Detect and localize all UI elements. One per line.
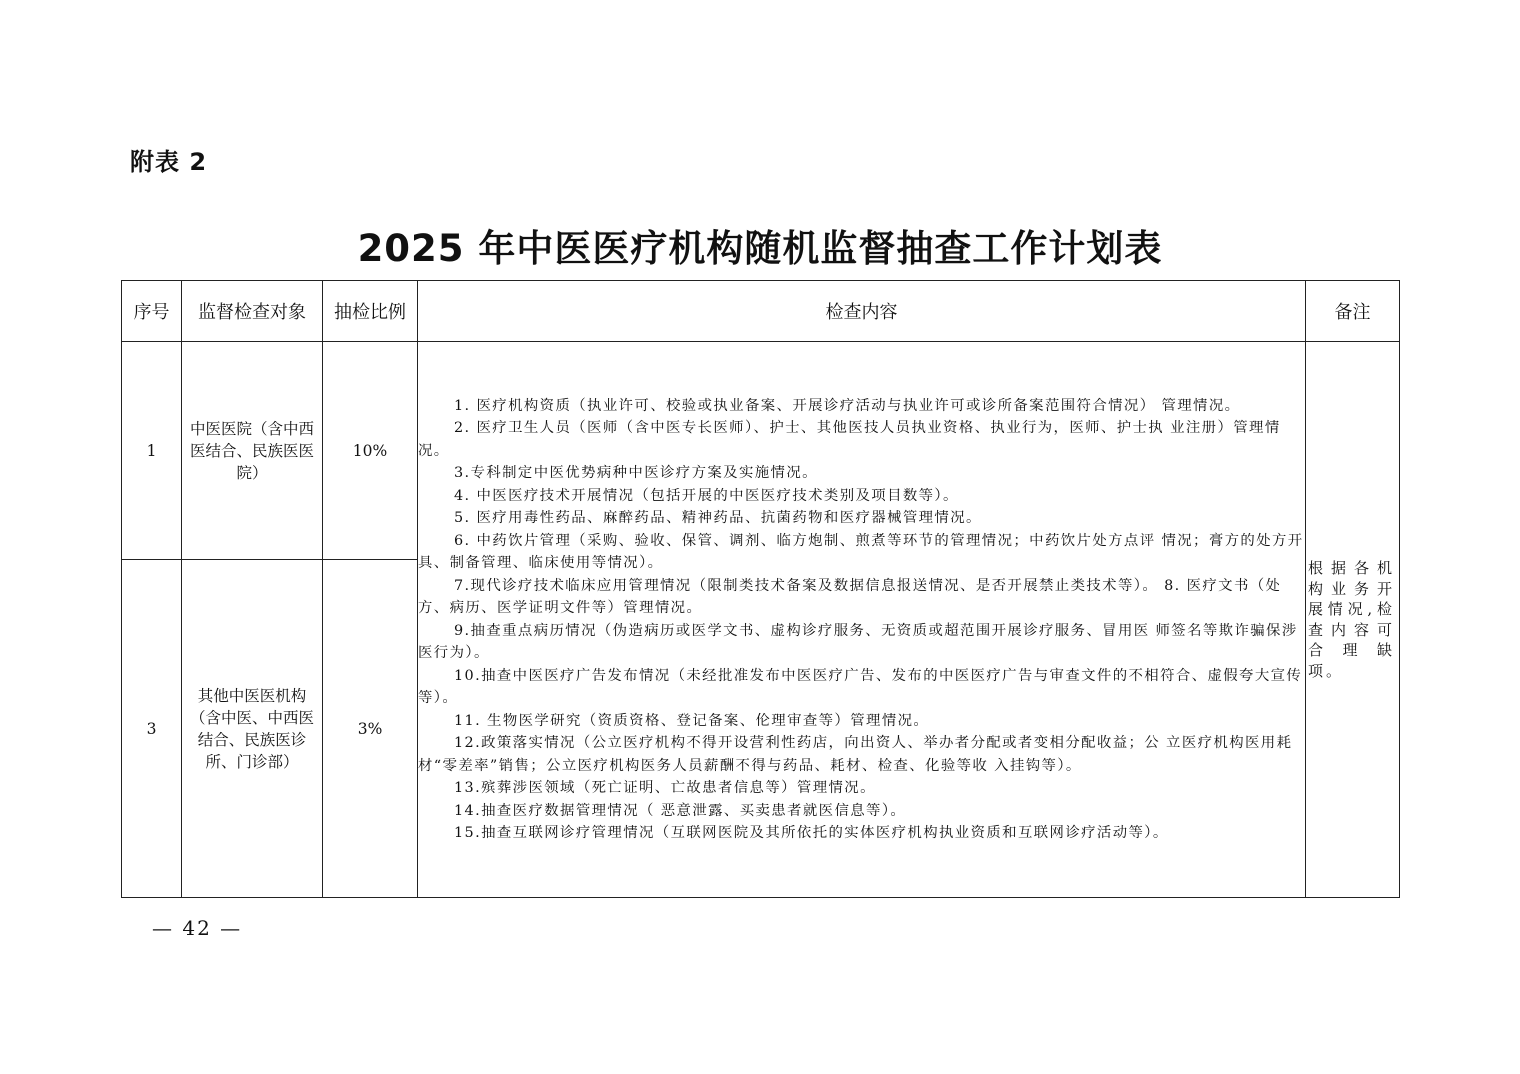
row-seq: 3	[122, 560, 182, 898]
content-item: 2. 医疗卫生人员（医师（含中医专长医师）、护士、其他医技人员执业资格、执业行为，医师、护士执 业注册）管理情况。	[418, 420, 1281, 459]
remark-text: 根据各机构业务开展情况,检查内容可合理缺项。	[1308, 559, 1395, 680]
row-object-cell	[182, 342, 323, 560]
content-item: 13.殡葬涉医领域（死亡证明、亡故患者信息等）管理情况。	[454, 780, 876, 796]
row-ratio: 10%	[323, 342, 418, 560]
header-seq: 序号	[122, 281, 182, 342]
remark-cell	[1306, 342, 1400, 898]
content-item: 7.现代诊疗技术临床应用管理情况（限制类技术备案及数据信息报送情况、是否开展禁止类技术等）。 8. 医疗文书（处方、病历、医学证明文件等）管理情况。	[418, 577, 1282, 616]
content-item: 10.抽查中医医疗广告发布情况（未经批准发布中医医疗广告、发布的中医医疗广告与审查文件的不相符合、虚假夸大宣传等）。	[418, 667, 1303, 706]
table-row	[122, 342, 1400, 560]
inspection-plan-table	[121, 280, 1400, 898]
table-header-row	[122, 281, 1400, 342]
content-item: 15.抽查互联网诊疗管理情况（互联网医院及其所依托的实体医疗机构执业资质和互联网诊疗活动等）。	[454, 825, 1169, 841]
row-object-cell	[182, 560, 323, 898]
content-item: 14.抽查医疗数据管理情况（ 恶意泄露、买卖患者就医信息等）。	[454, 802, 907, 819]
content-item: 6. 中药饮片管理（采购、验收、保管、调剂、临方炮制、煎煮等环节的管理情况；中药饮片处方点评 情况；膏方的处方开具、制备管理、临床使用等情况）。	[418, 532, 1304, 571]
header-content: 检查内容	[418, 281, 1306, 342]
content-item: 9.抽查重点病历情况（伪造病历或医学文书、虚构诊疗服务、无资质或超范围开展诊疗服务、冒用医 师签名等欺诈骗保涉医行为）。	[418, 622, 1298, 661]
content-item: 12.政策落实情况（公立医疗机构不得开设营利性药店，向出资人、举办者分配或者变相分配收益；公 立医疗机构医用耗材“零差率”销售；公立医疗机构医务人员薪酬不得与药品、耗材、检查、化验等收 入挂钩等）。	[418, 735, 1293, 774]
content-item: 3.专科制定中医优势病种中医诊疗方案及实施情况。	[454, 465, 818, 481]
page-number: — 42 —	[152, 916, 243, 940]
content-item: 4. 中医医疗技术开展情况（包括开展的中医医疗技术类别及项目数等）。	[454, 487, 959, 504]
attachment-label: 附表 2	[130, 148, 208, 176]
content-item: 5. 医疗用毒性药品、麻醉药品、精神药品、抗菌药物和医疗器械管理情况。	[454, 510, 982, 526]
header-ratio: 抽检比例	[323, 281, 418, 342]
header-object: 监督检查对象	[182, 281, 323, 342]
content-item: 1. 医疗机构资质（执业许可、校验或执业备案、开展诊疗活动与执业许可或诊所备案范围符合情况） 管理情况。	[454, 397, 1241, 414]
page-title: 2025 年中医医疗机构随机监督抽查工作计划表	[357, 227, 1163, 270]
content-item: 11. 生物医学研究（资质资格、登记备案、伦理审查等）管理情况。	[454, 712, 930, 729]
row-object: 中医医院（含中西医结合、民族医医院）	[189, 419, 314, 482]
row-object: 其他中医医机构（含中医、中西医结合、民族医诊所、门诊部）	[189, 686, 314, 771]
inspection-content-cell	[418, 342, 1306, 898]
row-ratio: 3%	[323, 560, 418, 898]
header-remark: 备注	[1306, 281, 1400, 342]
row-seq: 1	[122, 342, 182, 560]
